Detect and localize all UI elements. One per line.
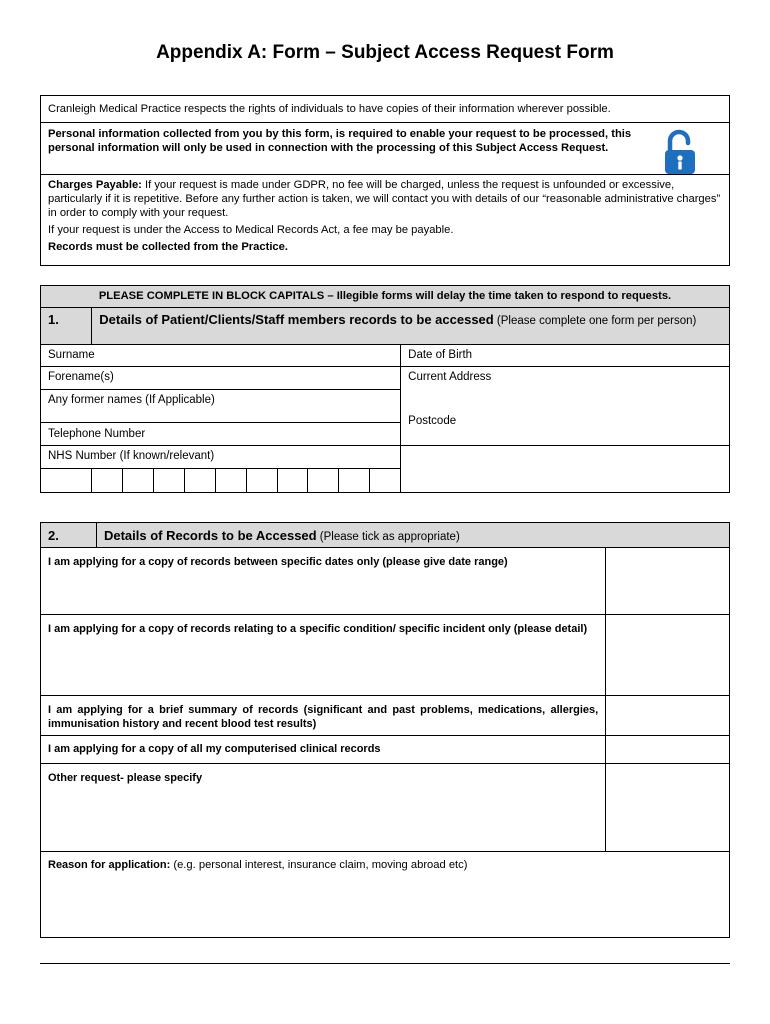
nhs-digit-box[interactable] xyxy=(277,469,308,493)
option-all-records: I am applying for a copy of all my computerised clinical records xyxy=(41,736,606,764)
amr-notice: If your request is under the Access to Medical Records Act, a fee may be payable. xyxy=(48,224,454,236)
postcode-field[interactable] xyxy=(401,446,730,493)
nhs-digit-box[interactable] xyxy=(339,469,370,493)
forename-field[interactable] xyxy=(41,367,401,390)
personal-info-notice: Personal information collected from you by this form, is required to enable your request to be processed, this personal information will only be used in connection with the processing of this Subject Access Request. xyxy=(41,123,729,175)
section1-table xyxy=(40,285,730,493)
former-names-label: Any former names (If Applicable) xyxy=(48,394,215,406)
address-label: Current Address xyxy=(408,371,492,383)
option-other-request: Other request- please specify xyxy=(41,764,606,852)
tick-box-brief-summary[interactable] xyxy=(606,696,730,736)
option-brief-summary: I am applying for a brief summary of records (significant and past problems, medications, allergies, immunisation history and recent blood test results) xyxy=(41,696,606,736)
reason-label: Reason for application: xyxy=(48,859,171,871)
block-capitals-banner: PLEASE COMPLETE IN BLOCK CAPITALS – Illegible forms will delay the time taken to respond to requests. xyxy=(41,286,730,308)
forename-label: Forename(s) xyxy=(48,371,114,383)
dob-label: Date of Birth xyxy=(408,349,473,361)
section1-note: (Please complete one form per person) xyxy=(493,315,697,327)
nhs-digit-box[interactable] xyxy=(41,469,92,493)
dob-field[interactable] xyxy=(401,345,730,367)
option-specific-condition: I am applying for a copy of records relating to a specific condition/ specific incident only (please detail) xyxy=(41,615,606,696)
nhs-number-field[interactable] xyxy=(41,446,401,469)
postcode-label: Postcode xyxy=(408,415,457,427)
reason-note: (e.g. personal interest, insurance claim, moving abroad etc) xyxy=(170,859,468,871)
section2-number: 2. xyxy=(41,523,97,548)
nhs-digit-box[interactable] xyxy=(184,469,215,493)
section2-heading-cell xyxy=(96,523,729,548)
section1-heading: Details of Patient/Clients/Staff members records to be accessed xyxy=(99,312,494,327)
section2-note: (Please tick as appropriate) xyxy=(316,531,460,543)
section1-number: 1. xyxy=(41,308,92,345)
surname-field[interactable] xyxy=(41,345,401,367)
nhs-digit-box[interactable] xyxy=(154,469,185,493)
intro-statement: Cranleigh Medical Practice respects the rights of individuals to have copies of their information wherever possible. xyxy=(41,96,729,123)
tick-box-date-range[interactable] xyxy=(606,548,730,615)
page-title: Appendix A: Form – Subject Access Request Form xyxy=(156,42,614,63)
telephone-label: Telephone Number xyxy=(48,428,146,440)
surname-label: Surname xyxy=(48,349,95,361)
nhs-digit-box[interactable] xyxy=(92,469,123,493)
charges-label: Charges Payable: xyxy=(48,179,142,191)
tick-box-other-request[interactable] xyxy=(606,764,730,852)
collection-notice: Records must be collected from the Practice. xyxy=(48,241,288,253)
nhs-digit-box[interactable] xyxy=(215,469,246,493)
charges-text: If your request is made under GDPR, no fee will be charged, unless the request is unfounded or excessive, particularly if it is repetitive. Before any further action is taken, we will contact you with details of our “reasonable administrative charges” in order to comply with your request. xyxy=(48,179,721,219)
footer-divider xyxy=(40,963,730,964)
option-date-range: I am applying for a copy of records between specific dates only (please give date range) xyxy=(41,548,606,615)
nhs-digit-box[interactable] xyxy=(308,469,339,493)
section2-table xyxy=(40,522,730,938)
tick-box-all-records[interactable] xyxy=(606,736,730,764)
section2-heading: Details of Records to be Accessed xyxy=(103,528,317,543)
tick-box-specific-condition[interactable] xyxy=(606,615,730,696)
lock-icon xyxy=(660,128,700,176)
nhs-number-label: NHS Number (If known/relevant) xyxy=(48,450,215,462)
charges-section xyxy=(41,175,729,265)
telephone-field[interactable] xyxy=(41,423,401,446)
nhs-digit-box[interactable] xyxy=(246,469,277,493)
reason-field[interactable] xyxy=(41,852,730,938)
intro-box xyxy=(40,95,730,266)
nhs-digit-box[interactable] xyxy=(370,469,401,493)
former-names-field[interactable] xyxy=(41,390,401,423)
nhs-digit-box[interactable] xyxy=(123,469,154,493)
section1-heading-cell xyxy=(92,308,730,345)
address-field[interactable] xyxy=(401,367,730,446)
